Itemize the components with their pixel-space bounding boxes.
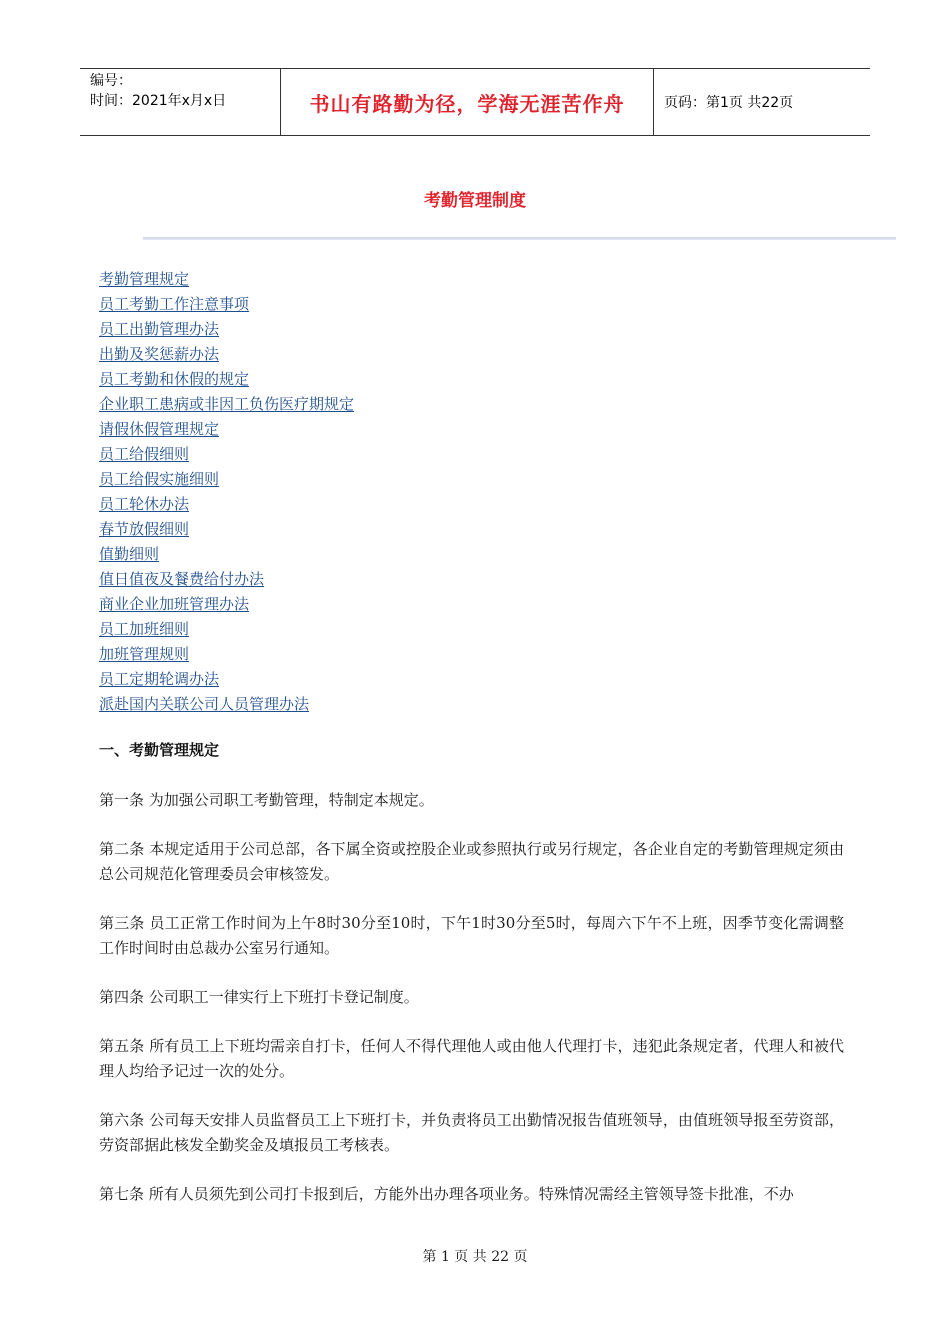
article-paragraph: 第一条 为加强公司职工考勤管理，特制定本规定。 xyxy=(99,791,434,809)
toc-item xyxy=(99,467,354,492)
toc-item xyxy=(99,617,354,642)
toc-item xyxy=(99,592,354,617)
section-heading: 一、考勤管理规定 xyxy=(99,741,220,759)
toc-item xyxy=(99,267,354,292)
toc-link[interactable]: 企业职工患病或非因工负伤医疗期规定 xyxy=(99,395,355,413)
toc-link[interactable]: 值日值夜及餐费给付办法 xyxy=(99,570,265,588)
toc-link[interactable]: 值勤细则 xyxy=(99,545,160,563)
toc-item xyxy=(99,542,354,567)
header-meta xyxy=(80,69,281,135)
toc-link[interactable]: 员工加班细则 xyxy=(99,620,190,638)
header-motto: 书山有路勤为径，学海无涯苦作舟 xyxy=(281,69,654,135)
toc-link[interactable]: 商业企业加班管理办法 xyxy=(99,595,250,613)
toc-link[interactable]: 考勤管理规定 xyxy=(99,270,190,288)
toc-item xyxy=(99,492,354,517)
document-header xyxy=(80,68,870,136)
toc-link[interactable]: 春节放假细则 xyxy=(99,520,190,538)
toc-link[interactable]: 员工考勤工作注意事项 xyxy=(99,295,250,313)
toc-item xyxy=(99,692,354,717)
article-list xyxy=(99,788,844,1231)
article-paragraph: 第四条 公司职工一律实行上下班打卡登记制度。 xyxy=(99,988,419,1006)
article-paragraph: 第三条 员工正常工作时间为上午8时30分至10时，下午1时30分至5时，每周六下午不上班，因季节变化需调整工作时间时由总裁办公室另行通知。 xyxy=(99,914,844,957)
article-paragraph: 第五条 所有员工上下班均需亲自打卡，任何人不得代理他人或由他人代理打卡，违犯此条规定者，代理人和被代理人均给予记过一次的处分。 xyxy=(99,1037,844,1080)
toc-link[interactable]: 员工给假细则 xyxy=(99,445,190,463)
toc-link[interactable]: 派赴国内关联公司人员管理办法 xyxy=(99,695,310,713)
toc-item xyxy=(99,667,354,692)
page-footer: 第 1 页 共 22 页 xyxy=(422,1249,528,1265)
document-title: 考勤管理制度 xyxy=(424,191,526,211)
toc-item xyxy=(99,417,354,442)
toc-item xyxy=(99,442,354,467)
table-of-contents xyxy=(99,267,354,717)
title-divider xyxy=(143,237,896,240)
toc-item xyxy=(99,517,354,542)
document-number-label: 编号： xyxy=(90,73,132,89)
toc-link[interactable]: 加班管理规则 xyxy=(99,645,190,663)
toc-link[interactable]: 员工轮休办法 xyxy=(99,495,190,513)
article-paragraph: 第二条 本规定适用于公司总部，各下属全资或控股企业或参照执行或另行规定，各企业自定的考勤管理规定须由总公司规范化管理委员会审核签发。 xyxy=(99,840,844,883)
toc-link[interactable]: 员工给假实施细则 xyxy=(99,470,220,488)
header-page-info: 页码：第1页 共22页 xyxy=(664,95,794,111)
toc-item xyxy=(99,317,354,342)
document-date-label: 时间：2021年x月x日 xyxy=(90,93,227,109)
toc-link[interactable]: 员工出勤管理办法 xyxy=(99,320,220,338)
toc-link[interactable]: 员工考勤和休假的规定 xyxy=(99,370,250,388)
toc-item xyxy=(99,342,354,367)
toc-link[interactable]: 出勤及奖惩薪办法 xyxy=(99,345,220,363)
toc-link[interactable]: 请假休假管理规定 xyxy=(99,420,220,438)
article-paragraph: 第七条 所有人员须先到公司打卡报到后，方能外出办理各项业务。特殊情况需经主管领导签卡批准，不办 xyxy=(99,1185,794,1203)
toc-item xyxy=(99,292,354,317)
toc-item xyxy=(99,642,354,667)
toc-item xyxy=(99,367,354,392)
article-paragraph: 第六条 公司每天安排人员监督员工上下班打卡，并负责将员工出勤情况报告值班领导，由值班领导报至劳资部，劳资部据此核发全勤奖金及填报员工考核表。 xyxy=(99,1111,844,1154)
toc-link[interactable]: 员工定期轮调办法 xyxy=(99,670,220,688)
toc-item xyxy=(99,392,354,417)
toc-item xyxy=(99,567,354,592)
